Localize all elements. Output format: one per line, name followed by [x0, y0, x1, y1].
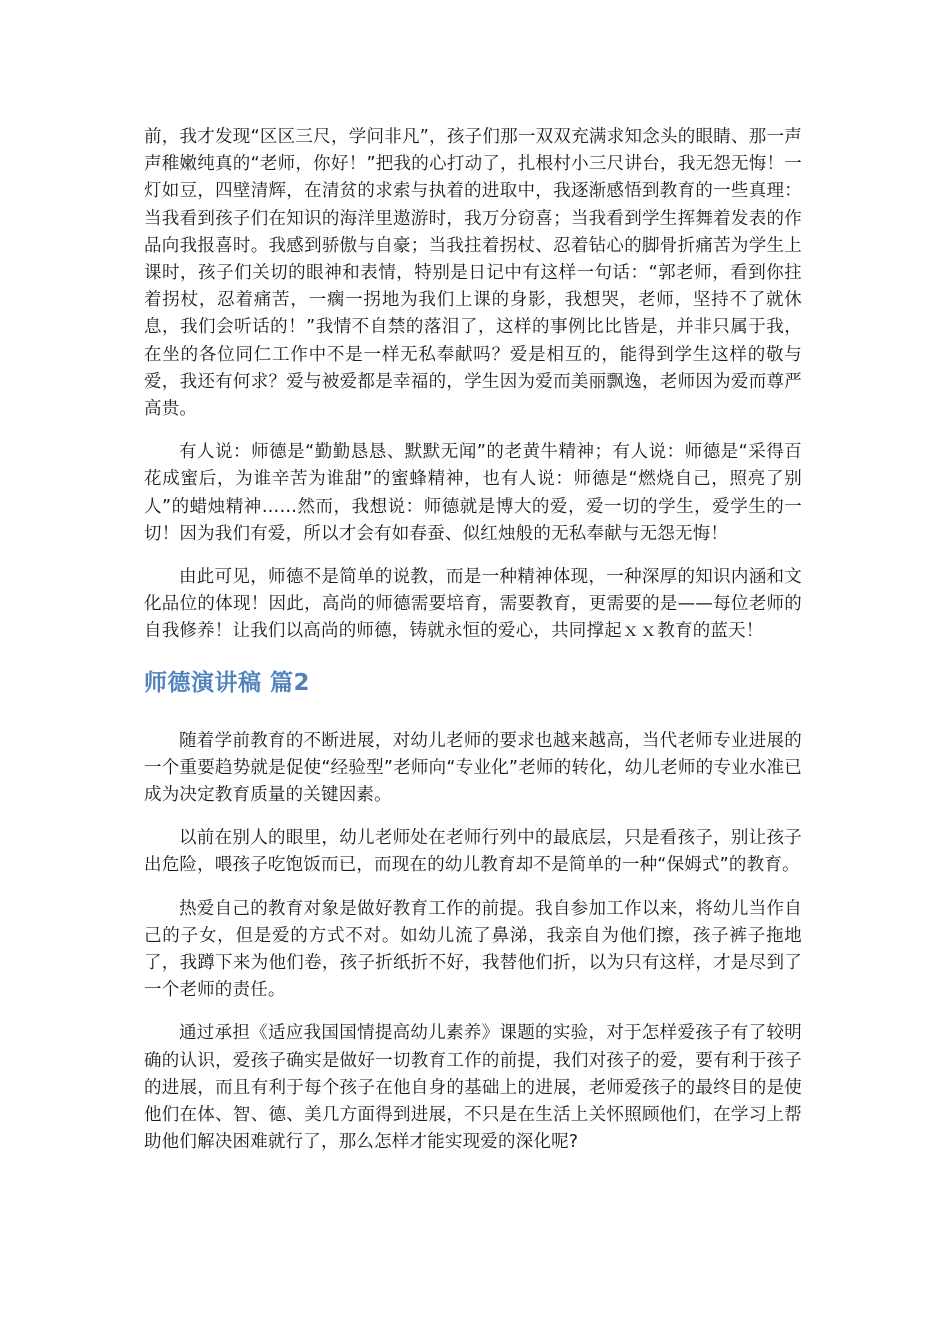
body-paragraph: 由此可见，师德不是简单的说教，而是一种精神体现，一种深厚的知识内涵和文化品位的体现！因此，高尚的师德需要培育，需要教育，更需要的是——每位老师的自我修养！让我们以高尚的师德，铸就永恒的爱心，共同撑起ｘｘ教育的蓝天！ — [144, 567, 802, 642]
body-paragraph: 以前在别人的眼里，幼儿老师处在老师行列中的最底层，只是看孩子，别让孩子出危险，喂孩子吃饱饭而已，而现在的幼儿教育却不是简单的一种“保姆式”的教育。 — [144, 828, 802, 876]
body-paragraph: 有人说：师德是“勤勤恳恳、默默无闻”的老黄牛精神；有人说：师德是“采得百花成蜜后，为谁辛苦为谁甜”的蜜蜂精神，也有人说：师德是“燃烧自己，照亮了别人”的蜡烛精神……然而，我想说：师德就是博大的爱，爱一切的学生，爱学生的一切！因为我们有爱，所以才会有如春蚕、似红烛般的无私奉献与无怨无悔！ — [144, 442, 802, 544]
section-heading: 师德演讲稿 篇2 — [144, 669, 311, 696]
body-paragraph: 随着学前教育的不断进展，对幼儿老师的要求也越来越高，当代老师专业进展的一个重要趋势就是促使“经验型”老师向“专业化”老师的转化，幼儿老师的专业水准已成为决定教育质量的关键因素。 — [144, 730, 802, 806]
body-paragraph: 热爱自己的教育对象是做好教育工作的前提。我自参加工作以来，将幼儿当作自己的子女，但是爱的方式不对。如幼儿流了鼻涕，我亲自为他们擦，孩子裤子拖地了，我蹲下来为他们卷，孩子折纸折不好，我替他们折，以为只有这样，才是尽到了一个老师的责任。 — [144, 898, 802, 1001]
body-paragraph: 通过承担《适应我国国情提高幼儿素养》课题的实验，对于怎样爱孩子有了较明确的认识，爱孩子确实是做好一切教育工作的前提，我们对孩子的爱，要有利于孩子的进展，而且有利于每个孩子在他自身的基础上的进展，老师爱孩子的最终目的是使他们在体、智、德、美几方面得到进展，不只是在生活上关怀照顾他们，在学习上帮助他们解决困难就行了，那么怎样才能实现爱的深化呢? — [144, 1023, 802, 1153]
body-paragraph: 前，我才发现“区区三尺，学问非凡”，孩子们那一双双充满求知念头的眼睛、那一声声稚嫩纯真的“老师，你好！”把我的心打动了，扎根村小三尺讲台，我无怨无悔！一灯如豆，四壁清辉，在清贫的求索与执着的进取中，我逐渐感悟到教育的一些真理：当我看到孩子们在知识的海洋里遨游时，我万分窃喜；当我看到学生挥舞着发表的作品向我报喜时。我感到骄傲与自豪；当我拄着拐杖、忍着钻心的脚骨折痛苦为学生上课时，孩子们关切的眼神和表情，特别是日记中有这样一句话：“郭老师，看到你拄着拐杖，忍着痛苦，一瘸一拐地为我们上课的身影，我想哭，老师，坚持不了就休息，我们会听话的！”我情不自禁的落泪了，这样的事例比比皆是，并非只属于我，在坐的各位同仁工作中不是一样无私奉献吗？爱是相互的，能得到学生这样的敬与爱，我还有何求？爱与被爱都是幸福的，学生因为爱而美丽飘逸，老师因为爱而尊严高贵。 — [144, 127, 802, 420]
document-body — [144, 124, 802, 1173]
